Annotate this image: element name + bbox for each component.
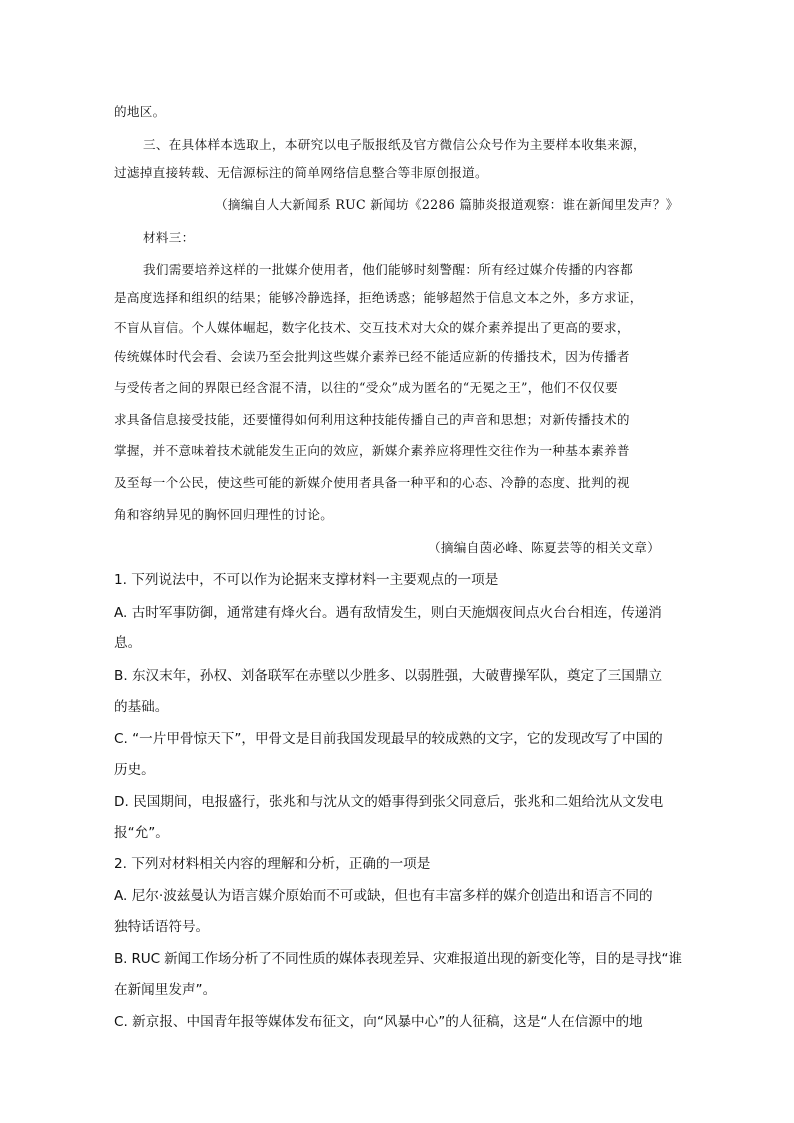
q1-option-a: A. 古时军事防御，通常建有烽火台。遇有敌情发生，则白天施烟夜间点火台台相连，传递消 [114, 605, 662, 621]
q1-option-d: D. 民国期间，电报盛行，张兆和与沈从文的婚事得到张父同意后，张兆和二姐给沈从文发电 [114, 794, 664, 810]
paragraph-line: 求具备信息接受技能，还要懂得如何利用这种技能传播自己的声音和思想；对新传播技术的 [114, 412, 630, 427]
q2-option-b: B. RUC 新闻工作场分析了不同性质的媒体表现差异、灾难报道出现的新变化等，目的是寻找“谁 [114, 951, 682, 967]
paragraph-fragment: 的地区。 [114, 104, 166, 119]
paragraph-line: 不盲从盲信。个人媒体崛起，数字化技术、交互技术对大众的媒介素养提出了更高的要求， [114, 320, 630, 335]
paragraph-line: 过滤掉直接转载、无信源标注的简单网络信息整合等非原创报道。 [114, 165, 488, 180]
paragraph-line: 传统媒体时代会看、会读乃至会批判这些媒介素养已经不能适应新的传播技术，因为传播者 [114, 349, 630, 364]
q1-option-d-cont: 报“允”。 [114, 825, 169, 841]
q2-option-a-cont: 独特话语符号。 [114, 919, 210, 935]
q2-option-a: A. 尼尔·波兹曼认为语言媒介原始而不可或缺，但也有丰富多样的媒介创造出和语言不同的 [114, 888, 653, 904]
paragraph-line: 三、在具体样本选取上，本研究以电子版报纸及官方微信公众号作为主要样本收集来源， [143, 137, 646, 152]
question-2-stem: 2. 下列对材料相关内容的理解和分析，正确的一项是 [114, 856, 431, 872]
paragraph-line: 我们需要培养这样的一批媒介使用者，他们能够时刻警醒：所有经过媒介传播的内容都 [143, 262, 633, 277]
q1-option-b-cont: 的基础。 [114, 699, 169, 715]
q1-option-b: B. 东汉末年，孙权、刘备联军在赤壁以少胜多、以弱胜强，大破曹操军队，奠定了三国鼎立 [114, 668, 663, 684]
source-citation: （摘编自人大新闻系 RUC 新闻坊《2286 篇肺炎报道观察：谁在新闻里发声？》 [215, 197, 679, 212]
material-heading: 材料三： [143, 230, 195, 245]
paragraph-line: 掌握，并不意味着技术就能发生正向的效应，新媒介素养应将理性交往作为一种基本素养普 [114, 443, 630, 458]
paragraph-line: 与受传者之间的界限已经含混不清，以往的“受众”成为匿名的“无冕之王”，他们不仅仅要 [114, 380, 619, 395]
question-1-stem: 1. 下列说法中，不可以作为论据来支撑材料一主要观点的一项是 [114, 572, 499, 588]
q1-option-c-cont: 历史。 [114, 762, 155, 778]
source-citation: （摘编自茵必峰、陈夏芸等的相关文章） [428, 540, 661, 555]
q1-option-c: C. “一片甲骨惊天下”，甲骨文是目前我国发现最早的较成熟的文字，它的发现改写了中国的 [114, 731, 663, 747]
paragraph-line: 及至每一个公民，使这些可能的新媒介使用者具备一种平和的心态、冷静的态度、批判的视 [114, 475, 630, 490]
paragraph-line: 是高度选择和组织的结果；能够冷静选择，拒绝诱惑；能够超然于信息文本之外，多方求证， [114, 290, 643, 305]
paragraph-line: 角和容纳异见的胸怀回归理性的讨论。 [114, 507, 334, 522]
q2-option-b-cont: 在新闻里发声”。 [114, 982, 217, 998]
q1-option-a-cont: 息。 [114, 635, 142, 651]
q2-option-c: C. 新京报、中国青年报等媒体发布征文，向“风暴中心”的人征稿，这是“人在信源中的地 [114, 1014, 643, 1030]
